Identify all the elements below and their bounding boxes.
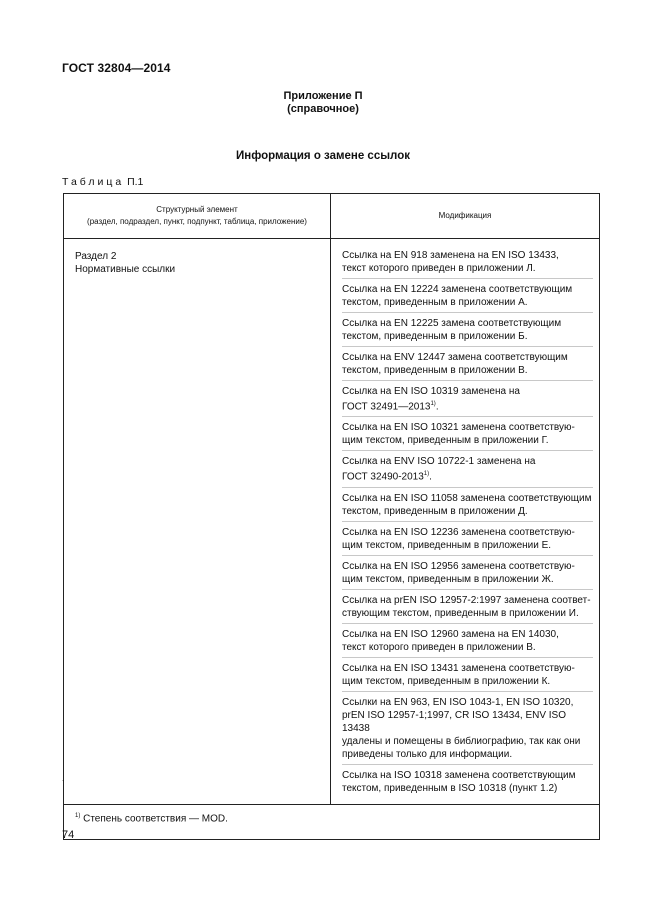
page-number: 74 xyxy=(62,829,75,841)
column-header-modification xyxy=(331,194,600,239)
appendix-heading xyxy=(0,90,646,116)
footnote-marker: 1) xyxy=(423,471,430,478)
appendix-subtitle: (справочное) xyxy=(287,103,359,115)
section-title: Информация о замене ссылок xyxy=(236,150,410,162)
table-row xyxy=(64,239,600,805)
modification-text: Ссылка на EN 12225 замена соответствующим xyxy=(342,318,562,329)
modification-text: текст которого приведен в приложении В. xyxy=(342,641,536,653)
structure-section: Раздел 2 xyxy=(75,251,117,262)
modification-entry xyxy=(342,488,593,522)
table-label xyxy=(62,176,143,188)
modification-text: текстом, приведенным в приложении Д. xyxy=(342,505,528,517)
modification-text: Ссылка на EN ISO 12236 заменена соответствую- xyxy=(342,526,575,538)
sentence-end: . xyxy=(429,471,432,483)
modification-entry xyxy=(342,313,593,347)
modification-text: текст которого приведен в приложении Л. xyxy=(342,263,536,274)
structure-cell xyxy=(64,239,331,805)
modification-entry xyxy=(342,624,593,658)
modification-text: Ссылка на ENV ISO 10722-1 заменена на xyxy=(342,456,536,468)
modification-text: приведены только для информации. xyxy=(342,748,513,760)
modification-text: prEN ISO 12957-1;1997, CR ISO 13434, ENV ISO 13438 xyxy=(342,709,567,734)
stray-dot: . xyxy=(62,774,65,783)
sentence-end: . xyxy=(435,401,439,413)
appendix-title: Приложение П xyxy=(283,90,363,102)
modification-text: Ссылка на EN 12224 заменена соответствующим xyxy=(342,284,573,295)
gost-reference: ГОСТ 32490-2013 xyxy=(342,471,424,483)
modification-entry xyxy=(342,556,593,590)
modification-text: текстом, приведенным в приложении Б. xyxy=(342,331,528,342)
modification-text: Ссылка на EN ISO 12956 заменена соответствую- xyxy=(342,560,575,572)
modification-text: удалены и помещены в библиографию, так как они xyxy=(342,735,581,747)
modification-text: текстом, приведенным в приложении В. xyxy=(342,365,528,376)
modification-entry xyxy=(342,522,593,556)
column-header-modification-label: Модификация xyxy=(438,211,492,220)
modification-text: Ссылка на EN ISO 10321 заменена соответствую- xyxy=(342,422,575,434)
modification-text: текстом, приведенным в приложении А. xyxy=(342,297,528,308)
modification-text xyxy=(342,468,593,483)
modification-text: Ссылки на EN 963, EN ISO 1043-1, EN ISO 10320, xyxy=(342,696,574,708)
modification-cell xyxy=(331,239,600,805)
footnote-marker: 1) xyxy=(430,401,436,407)
modification-text: Ссылка на EN ISO 10319 заменена на xyxy=(342,386,520,397)
modification-entry xyxy=(342,590,593,624)
modification-text: ствующим текстом, приведенным в приложении И. xyxy=(342,607,579,619)
modification-text: Ссылка на ENV 12447 замена соответствующим xyxy=(342,352,568,363)
gost-reference: ГОСТ 32491—2013 xyxy=(342,401,431,413)
modification-text: Ссылка на EN ISO 11058 заменена соответствующим xyxy=(342,492,592,504)
modification-entry xyxy=(342,381,593,417)
modification-text: щим текстом, приведенным в приложении Г. xyxy=(342,435,549,447)
modification-text: Ссылка на prEN ISO 12957-2:1997 заменена соответ- xyxy=(342,594,591,606)
modification-text: Ссылка на EN 918 заменена на EN ISO 13433, xyxy=(342,250,559,261)
references-table xyxy=(63,193,600,840)
modification-text: Ссылка на ISO 10318 заменена соответствующим xyxy=(342,769,576,781)
modification-entry xyxy=(342,451,593,487)
modification-entry xyxy=(342,658,593,692)
modification-text: Ссылка на EN ISO 12960 замена на EN 14030, xyxy=(342,628,559,640)
modification-text: текстом, приведенным в ISO 10318 (пункт 1.2) xyxy=(342,782,558,794)
modification-text: щим текстом, приведенным в приложении Ж. xyxy=(342,573,554,585)
table-label-number: П.1 xyxy=(127,176,144,188)
modification-text: щим текстом, приведенным в приложении Е. xyxy=(342,539,552,551)
footnote-row xyxy=(64,804,600,839)
modification-text xyxy=(342,398,593,413)
modification-entry xyxy=(342,279,593,313)
modification-text: щим текстом, приведенным в приложении К. xyxy=(342,675,551,687)
column-header-structure xyxy=(64,194,331,239)
modification-entry xyxy=(342,692,593,765)
structure-name: Нормативные ссылки xyxy=(75,264,176,275)
modification-entry xyxy=(342,765,593,798)
modification-entry xyxy=(342,417,593,451)
modification-entry xyxy=(342,347,593,381)
footnote-text: Степень соответствия — MOD. xyxy=(80,812,228,824)
modification-entry xyxy=(342,245,593,279)
modification-text: Ссылка на EN ISO 13431 заменена соответствую- xyxy=(342,662,575,674)
footnote-mark: 1) xyxy=(75,812,81,819)
document-id: ГОСТ 32804—2014 xyxy=(62,61,171,75)
footnote-cell xyxy=(64,804,600,839)
column-header-structure-line2: (раздел, подраздел, пункт, подпункт, таблица, приложение) xyxy=(87,217,307,226)
column-header-structure-line1: Структурный элемент xyxy=(156,205,238,214)
table-label-word: Таблица xyxy=(62,176,125,188)
table-header-row xyxy=(64,194,600,239)
